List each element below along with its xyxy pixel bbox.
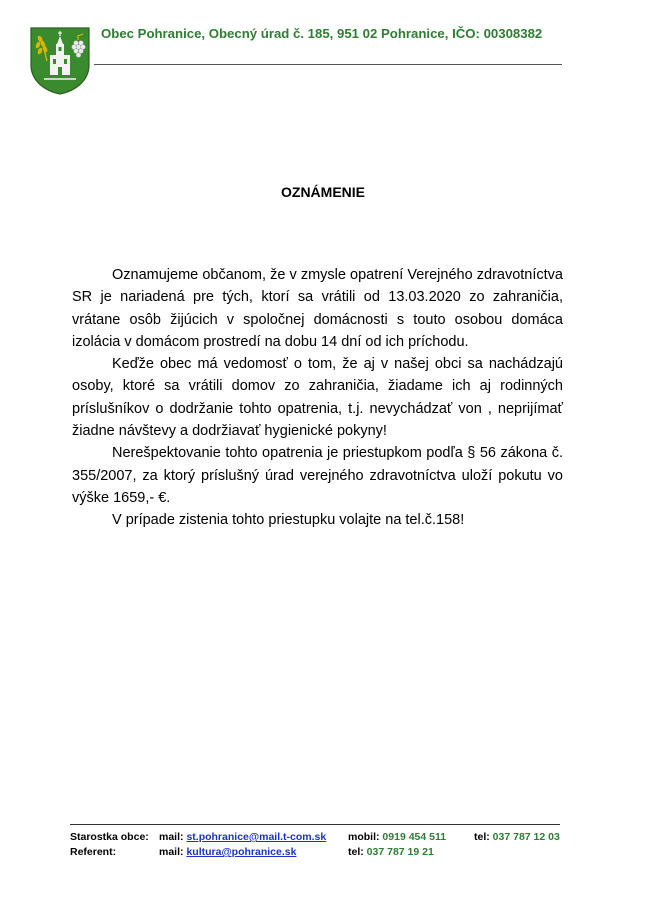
paragraph-1: Oznamujeme občanom, že v zmysle opatrení Verejného zdravotníctva SR je nariadená pre tých, ktorí sa vrátili od 13.03.2020 zo zahraničia, vrátane osôb žijúcich v spoločnej domácnosti s touto osobou domáca izolácia v domácom prostredí na dobu 14 dní od ich príchodu. [72,267,563,350]
mayor-mobile [348,830,446,845]
referent-label: Referent: [70,846,117,858]
mayor-mobile-number: 0919 454 511 [382,831,447,843]
referent-phone-label: tel: [348,846,364,858]
referent-mail-label: mail: [159,846,184,858]
footer-row-referent [70,845,570,860]
header-address: Obec Pohranice, Obecný úrad č. 185, 951 02 Pohranice, IČO: 00308382 [101,26,543,41]
footer-divider [70,824,560,825]
mayor-phone [474,830,560,845]
mayor-phone-label: tel: [474,831,490,843]
referent-mail [159,845,296,860]
mayor-mail-label: mail: [159,831,184,843]
header-divider [94,64,562,65]
mayor-email-link[interactable]: st.pohranice@mail.t-com.sk [186,831,327,843]
paragraph-3: Nerešpektovanie tohto opatrenia je priestupkom podľa § 56 zákona č. 355/2007, za ktorý príslušný úrad verejného zdravotníctva uloží pokutu vo výške 1659,- €. [72,445,563,506]
footer-contacts [70,830,570,860]
referent-email-link[interactable]: kultura@pohranice.sk [186,846,297,858]
mayor-mail [159,830,326,845]
referent-phone [348,845,434,860]
footer-row-mayor [70,830,570,845]
paragraph-4: V prípade zistenia tohto priestupku volajte na tel.č.158! [112,512,465,529]
mayor-mobile-label: mobil: [348,831,380,843]
mayor-label: Starostka obce: [70,831,149,843]
paragraph-2: Keďže obec má vedomosť o tom, že aj v našej obci sa nachádzajú osoby, ktoré sa vrátili domov zo zahraničia, žiadame ich aj rodinných príslušníkov o dodržanie tohto opatrenia, t.j. nevychádzať von , neprijímať žiadne návštevy a dodržiavať hygienické pokyny! [72,356,563,440]
coat-of-arms-logo [30,27,90,95]
announcement-body [72,264,563,532]
referent-phone-number: 037 787 19 21 [366,846,434,858]
mayor-phone-number: 037 787 12 03 [492,831,560,843]
page-title: OZNÁMENIE [281,184,365,200]
